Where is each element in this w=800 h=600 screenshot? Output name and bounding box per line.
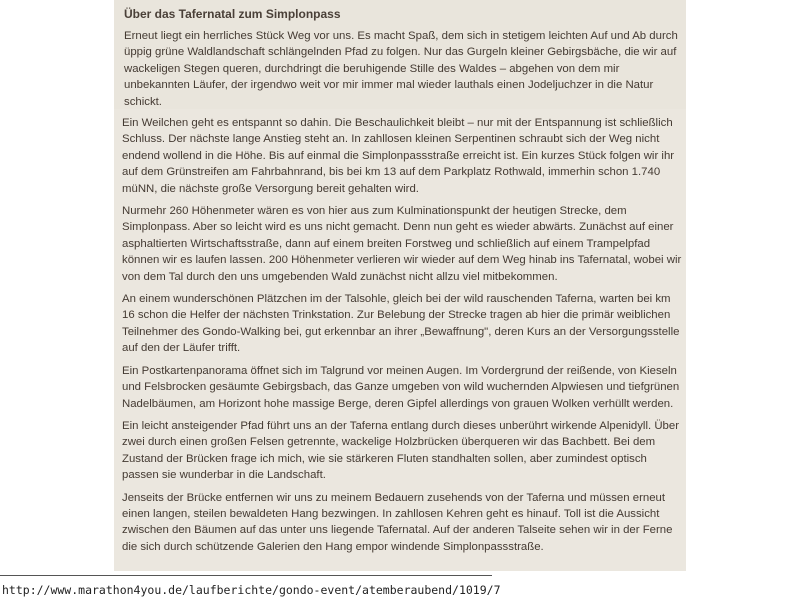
section-heading: Über das Tafernatal zum Simplonpass [124,7,341,21]
paragraph: Ein Postkartenpanorama öffnet sich im Talgrund vor meinen Augen. Im Vordergrund der reißende, von Kieseln und Felsbrocken gesäumte Gebirgsbach, das Ganze umgeben von wild wuchernden Alpwiesen und tiefgrünen Nadelbäumen, am Horizont hohe massige Berge, deren Gipfel allerdings von grauen Wolken verhüllt werden. [122,364,680,410]
article-section-bottom [114,109,686,571]
paragraph: Erneut liegt ein herrliches Stück Weg vor uns. Es macht Spaß, dem sich in stetigem leichten Auf und Ab durch üppig grüne Waldlandschaft schlängelnden Pfad zu folgen. Nur das Gurgeln kleiner Gebirgsbäche, die wir auf wackeligen Stegen queren, durchdringt die beruhigende Stille des Waldes – abgehen von dem mir unbekannten Läufer, der irgendwo weit vor mir immer mal wieder lauthals einen Jodeljuchzer in die Natur schickt. [124,30,678,108]
source-url[interactable]: http://www.marathon4you.de/laufberichte/gondo-event/atemberaubend/1019/7 [2,583,501,597]
paragraph: Ein leicht ansteigender Pfad führt uns an der Taferna entlang durch dieses unberührt wirkende Alpenidyll. Über zwei durch einen großen Felsen getrennte, wackelige Holzbrücken überqueren wir das Bachbett. Bei dem Zustand der Brücken frage ich mich, wie sie stärkeren Fluten standhalten sollen, aber zumindest optisch passen sie wunderbar in die Landschaft. [122,419,680,482]
article-section-top [114,0,686,111]
paragraph: Jenseits der Brücke entfernen wir uns zu meinem Bedauern zusehends von der Taferna und müssen erneut einen langen, steilen bewaldeten Hang bezwingen. In zahllosen Kehren geht es hinauf. Toll ist die Aussicht zwischen den Bäumen auf das unter uns liegende Tafernatal. Auf der anderen Talseite sehen wir in der Ferne die sich durch schützende Galerien den Hang empor windende Simplonpassstraße. [122,491,673,553]
paragraph: An einem wunderschönen Plätzchen im der Talsohle, gleich bei der wild rauschenden Taferna, warten bei km 16 schon die Helfer der nächsten Trinkstation. Zur Belebung der Strecke tragen ab hier die primär weiblichen Teilnehmer des Gondo-Walking bei, gut erkennbar an ihrer „Bewaffnung", deren Kurs an der Versorgungsstelle auf den der Läufer trifft. [122,293,680,355]
paragraph: Nurmehr 260 Höhenmeter wären es von hier aus zum Kulminationspunkt der heutigen Strecke, dem Simplonpass. Aber so leicht wird es uns nicht gemacht. Denn nun geht es wieder abwärts. Zunächst auf einer asphaltierten Wirtschaftsstraße, dann auf einem breiten Forstweg und schließlich auf einem Trampelpfad können wir es laufen lassen. 200 Höhenmeter verlieren wir wieder auf dem Weg hinab ins Tafernatal, wobei wir von dem Tal durch den uns umgebenden Wald zunächst nicht allzu viel mitbekommen. [122,205,682,283]
footer-divider [0,575,492,576]
paragraph: Ein Weilchen geht es entspannt so dahin. Die Beschaulichkeit bleibt – nur mit der Entspannung ist schließlich Schluss. Der nächste lange Anstieg steht an. In zahllosen kleinen Serpentinen schraubt sich der Weg nicht endend wollend in die Höhe. Bis auf einmal die Simplonpassstraße erreicht ist. Ein kurzes Stück folgen wir ihr auf dem Grünstreifen am Fahrbahnrand, bis bei km 13 auf dem Parkplatz Rothwald, immerhin schon 1.740 müNN, die nächste große Versorgung bereit gehalten wird. [122,117,675,195]
